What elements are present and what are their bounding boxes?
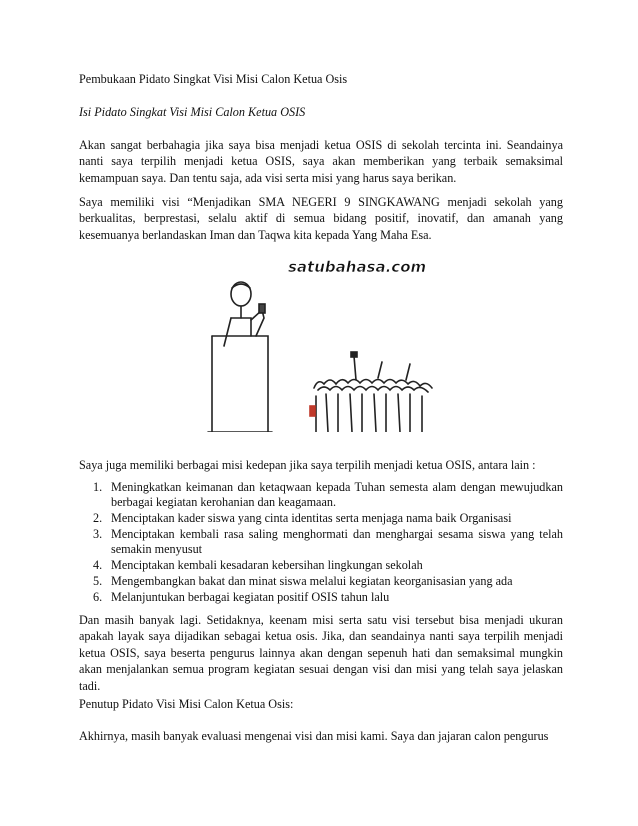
- paragraph-closing: Akhirnya, masih banyak evaluasi mengenai visi dan misi kami. Saya dan jajaran calon pengurus: [79, 729, 549, 743]
- list-item: [79, 590, 563, 605]
- speech-illustration: [206, 256, 438, 432]
- list-item: [79, 574, 563, 589]
- missions-list: [79, 480, 563, 606]
- list-item: [79, 527, 563, 557]
- list-item: [79, 480, 563, 510]
- paragraph-intro: Akan sangat berbahagia jika saya bisa menjadi ketua OSIS di sekolah tercinta ini. Seandainya nanti saya terpilih menjadi ketua OSIS, saya akan memberikan yang terbaik semaksimal kemampuan saya. Dan tentu saja, ada visi serta misi yang harus saya berikan.: [79, 138, 563, 185]
- list-item-text: Meningkatkan keimanan dan ketaqwaan kepada Tuhan semesta alam dengan mewujudkan berbagai kegiatan kerohanian dan keagamaan.: [111, 480, 563, 509]
- heading-closing: Penutup Pidato Visi Misi Calon Ketua Osis:: [79, 697, 294, 711]
- list-item-number: 6.: [93, 590, 103, 604]
- heading-content: Isi Pidato Singkat Visi Misi Calon Ketua OSIS: [79, 105, 306, 119]
- list-item-number: 3.: [93, 527, 103, 541]
- list-item-text: Menciptakan kader siswa yang cinta identitas serta menjaga nama baik Organisasi: [111, 511, 512, 525]
- list-item-text: Melanjuntukan berbagai kegiatan positif OSIS tahun lalu: [111, 590, 390, 604]
- list-item: [79, 511, 563, 526]
- list-item: [79, 558, 563, 573]
- heading-opening: Pembukaan Pidato Singkat Visi Misi Calon Ketua Osis: [79, 72, 348, 86]
- speech-illustration-drawing: [206, 256, 438, 432]
- list-item-number: 1.: [93, 480, 103, 494]
- list-item-text: Mengembangkan bakat dan minat siswa melalui kegiatan keorganisasian yang ada: [111, 574, 513, 588]
- list-item-number: 5.: [93, 574, 103, 588]
- list-item-number: 2.: [93, 511, 103, 525]
- watermark-text: satubahasa.com: [288, 258, 427, 276]
- paragraph-missions-intro: Saya juga memiliki berbagai misi kedepan jika saya terpilih menjadi ketua OSIS, antara lain :: [79, 458, 536, 472]
- list-item-text: Menciptakan kembali kesadaran kebersihan lingkungan sekolah: [111, 558, 423, 572]
- list-item-number: 4.: [93, 558, 103, 572]
- paragraph-conclusion: Dan masih banyak lagi. Setidaknya, keenam misi serta satu visi tersebut bisa menjadi ukuran apakah layak saya dijadikan sebagai ketua osis. Jika, dan seandainya nanti saya terpilih menjadi ketua OSIS, saya beserta pengurus lainnya akan dengan sepenuh hati dan semaksimal mungkin akan menjalankan semua program kegiatan sesuai dengan visi dan misi yang telah saya jelaskan tadi.: [79, 613, 563, 693]
- paragraph-vision: Saya memiliki visi “Menjadikan SMA NEGERI 9 SINGKAWANG menjadi sekolah yang berkualitas, berprestasi, selalu aktif di semua bidang positif, inovatif, dan amanah yang kesemuanya berlandaskan Iman dan Taqwa kita kepada Yang Maha Esa.: [79, 195, 563, 242]
- list-item-text: Menciptakan kembali rasa saling menghormati dan menghargai sesama siswa yang telah semakin menyusut: [111, 527, 563, 556]
